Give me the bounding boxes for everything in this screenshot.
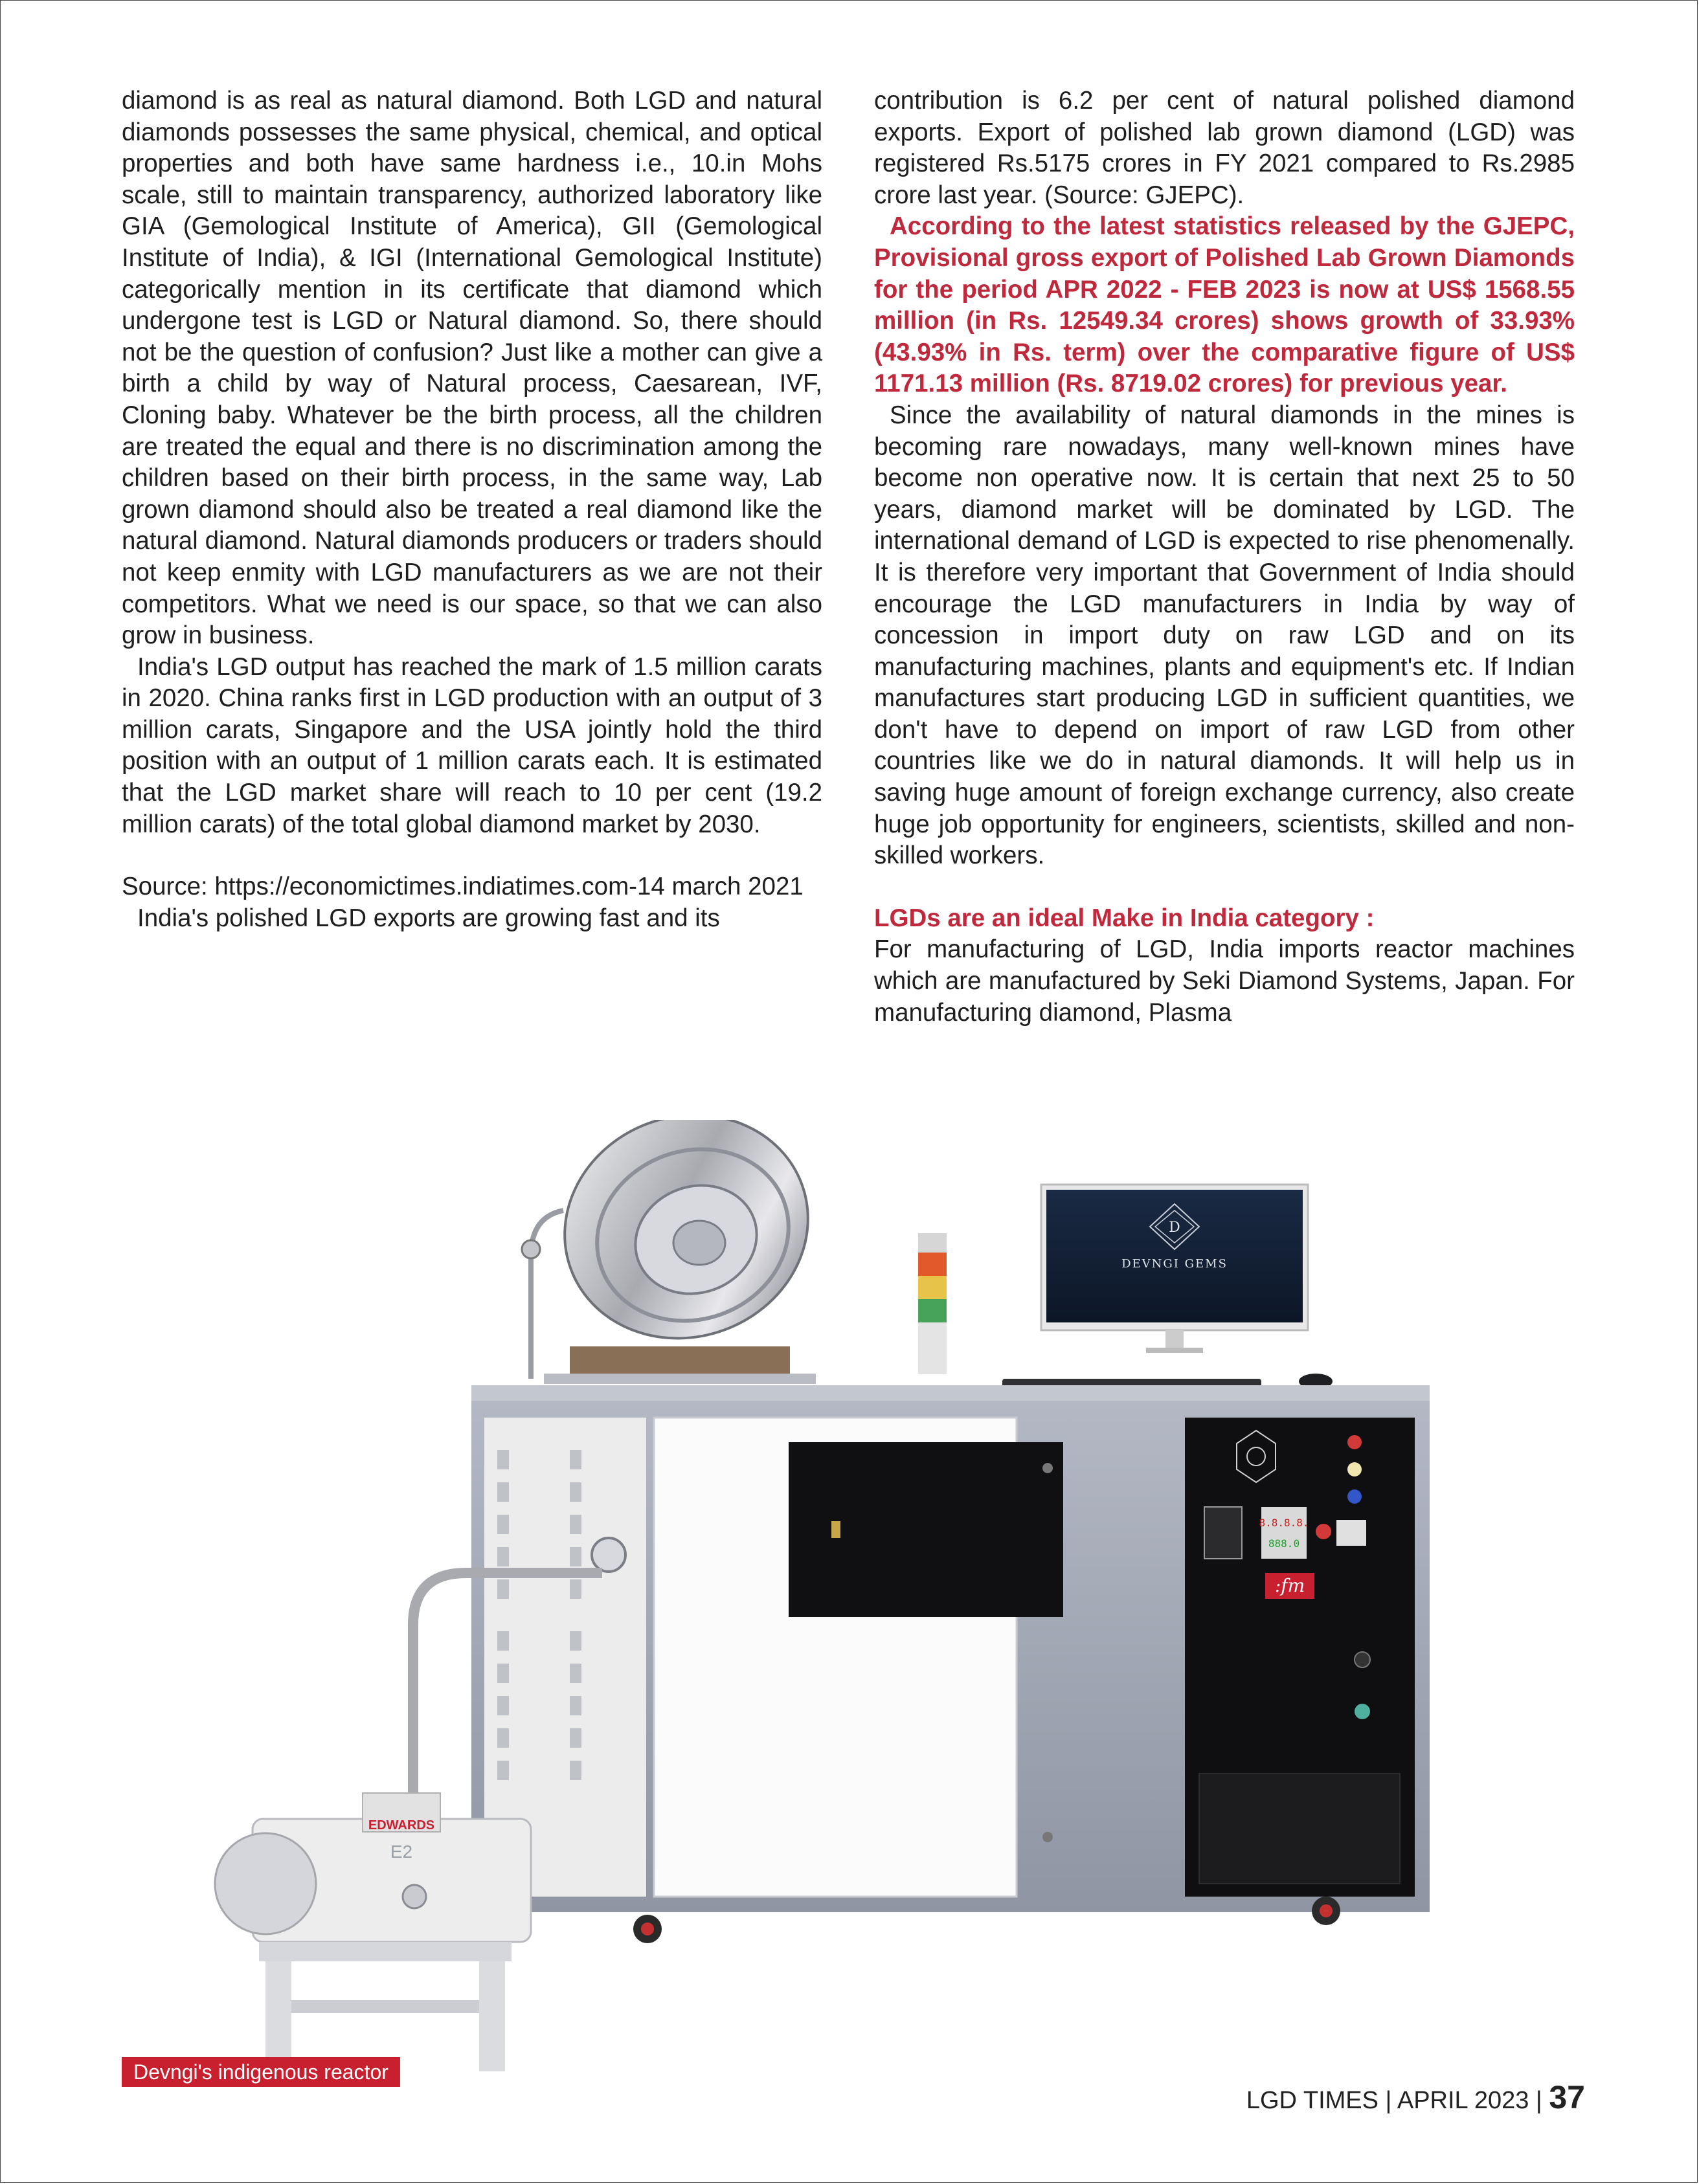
signal-tower-light: [918, 1233, 947, 1374]
pump-model: E2: [390, 1842, 413, 1862]
reactor-cabinet: [471, 1385, 1430, 1943]
paragraph: India's LGD output has reached the mark of 1.5 million carats in 2020. China ranks first in LGD production with an output of 3 million carats, Singapore and the USA jointly hold the third position with an output of 1 million carats each. It is estimated that the LGD market share will reach to 10 per cent (19.2 million carats) of the total global diamond market by 2030.: [122, 652, 822, 838]
panel-logo: :fm: [1274, 1575, 1305, 1596]
reactor-photo: [194, 1120, 1450, 2091]
temperature-display: 888.0: [1268, 1537, 1300, 1550]
temperature-display: 8.8.8.8.: [1259, 1517, 1309, 1529]
page-footer: [1246, 2079, 1585, 2119]
page-number: 37: [1549, 2079, 1585, 2115]
pump-brand: EDWARDS: [368, 1818, 435, 1833]
monitor: [1041, 1185, 1308, 1353]
door-window: [789, 1442, 1063, 1617]
section-heading: LGDs are an ideal Make in India category :: [874, 904, 1375, 932]
photo-caption: Devngi's indigenous reactor: [122, 2057, 400, 2087]
monitor-logo-letter: D: [1169, 1220, 1180, 1236]
article-right-column: [874, 85, 1575, 1029]
highlighted-statistics: According to the latest statistics released by the GJEPC, Provisional gross export of Polished Lab Grown Diamonds for the period APR 2022 - FEB 2023 is now at US$ 1568.55 million (in Rs. 12549.34 crores) shows growth of 33.93% (43.93% in Rs. term) over the comparative figure of US$ 1171.13 million (Rs. 8719.02 crores) for previous year.: [874, 212, 1575, 398]
article-left-column: [122, 85, 822, 934]
paragraph: For manufacturing of LGD, India imports reactor machines which are manufactured by Seki Diamond Systems, Japan. For manufacturing diamond, Plasma: [874, 935, 1575, 1027]
publication-info: LGD TIMES | APRIL 2023 |: [1246, 2087, 1542, 2114]
paragraph: Since the availability of natural diamonds in the mines is becoming rare nowadays, many well-known mines have become non operative now. It is certain that next 25 to 50 years, diamond market will be dominated by LGD. The international demand of LGD is expected to rise phenomenally. It is therefore very important that Government of India should encourage the LGD manufacturers in India by way of concession in import duty on raw LGD and on its manufacturing machines, plants and equipment's etc. If Indian manufactures start producing LGD in sufficient quantities, we don't have to depend on import of raw LGD from other countries like we do in natural diamonds. It will help us in saving huge amount of foreign exchange currency, also create huge job opportunity for engineers, scientists, skilled and non-skilled workers.: [874, 401, 1575, 870]
monitor-brand-text: DEVNGI GEMS: [1121, 1257, 1228, 1271]
source-citation: Source: https://economictimes.indiatimes.com-14 march 2021: [122, 873, 804, 901]
paragraph: contribution is 6.2 per cent of natural polished diamond exports. Export of polished lab grown diamond (LGD) was registered Rs.5175 crores in FY 2021 compared to Rs.2985 crore last year. (Source: GJEPC).: [874, 87, 1575, 209]
paragraph: diamond is as real as natural diamond. Both LGD and natural diamonds possesses the same physical, chemical, and optical properties and both have same hardness i.e., 10.in Mohs scale, still to maintain transparency, authorized laboratory like GIA (Gemological Institute of America), GII (Gemological Institute of India), & IGI (International Gemological Institute) categorically mention in its certificate that diamond which undergone test is LGD or Natural diamond. So, there should not be the question of confusion? Just like a mother can give a birth a child by way of Natural process, Caesarean, IVF, Cloning baby. Whatever be the birth process, all the children are treated the equal and there is no discrimination among the children based on their birth process, in the same way, Lab grown diamond should also be treated a real diamond like the natural diamond. Natural diamonds producers or traders should not keep enmity with LGD manufacturers as we are not their competitors. What we need is our space, so that we can also grow in business.: [122, 87, 822, 650]
vacuum-pump: [215, 1793, 531, 2071]
paragraph: India's polished LGD exports are growing fast and its: [137, 904, 720, 932]
caster-wheel: [1312, 1897, 1340, 1925]
reactor-chamber: [522, 1120, 840, 1384]
caster-wheel: [633, 1915, 662, 1943]
